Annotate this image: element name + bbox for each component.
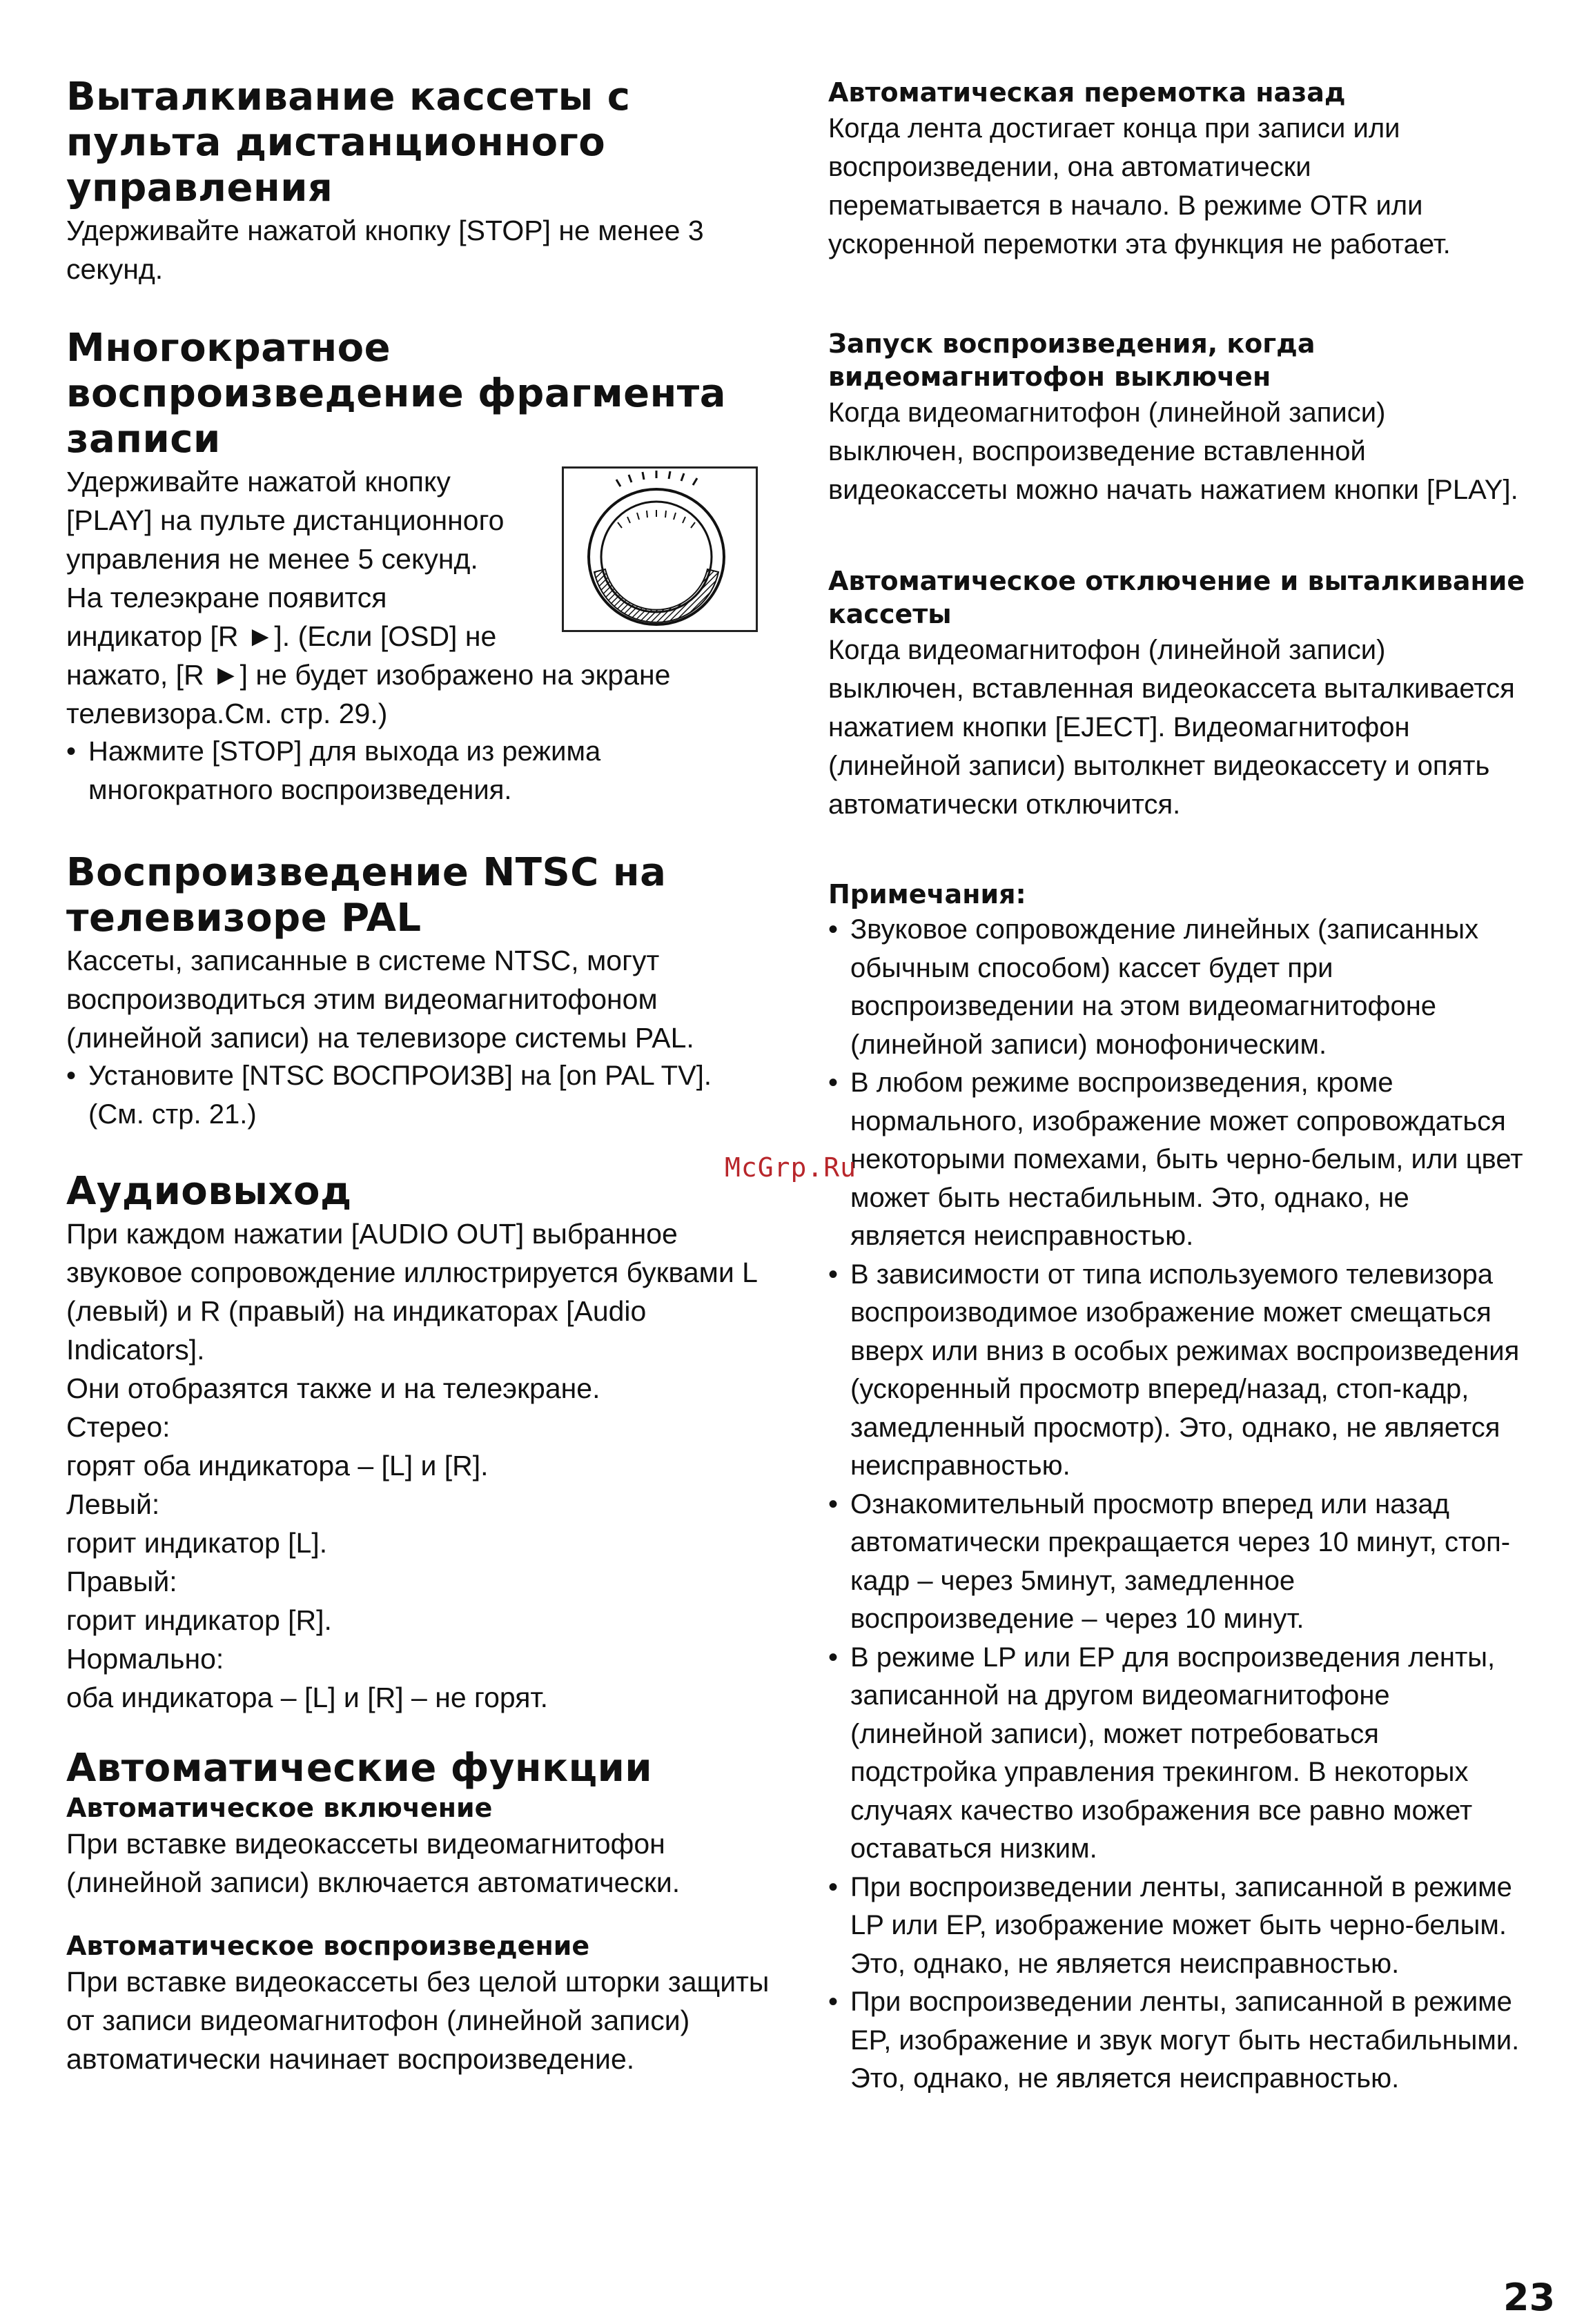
list-item (828, 1064, 1525, 1256)
text-auto-rewind: Когда лента достигает конца при записи или воспроизведении, она автоматически перематывается в начало. В режиме OTR или ускоренной перемотки эта функция не работает. (828, 113, 1451, 259)
bullet-dot: • (66, 736, 77, 767)
page-number: 23 (1503, 2276, 1556, 2319)
text-audio-also: Они отобразятся также и на телеэкране. (66, 1372, 600, 1404)
bullet-dot: • (828, 1488, 839, 1519)
text-auto-on: При вставке видеокассеты видеомагнитофон (линейной записи) включается автоматически. (66, 1828, 681, 1898)
section-auto-rewind (828, 76, 1525, 264)
text-repeat-line4: На телеэкране появится (66, 582, 387, 613)
text-repeat-line1: Удерживайте нажатой кнопку (66, 466, 451, 498)
note-text: В зависимости от типа используемого телевизора воспроизводимое изображение может смещаться вверх или вниз в особых режимах воспроизведения (ускоренный просмотр вперед/назад, стоп-кадр, замедленный просмотр). Это, однако, не является неисправностью. (850, 1259, 1520, 1481)
value-right: горит индикатор [R]. (66, 1604, 332, 1636)
bullet-dot: • (828, 1987, 839, 2017)
text-repeat-line2: [PLAY] на пульте дистанционного (66, 504, 505, 536)
list-item (828, 1256, 1525, 1486)
section-eject-remote (66, 75, 770, 288)
note-text: Ознакомительный просмотр вперед или назад автоматически прекращается через 10 минут, стоп-кадр – через 5минут, замедленное воспроизведение – через 10 минут. (850, 1488, 1511, 1634)
subheading-auto-play: Автоматическое воспроизведение (66, 1931, 590, 1961)
text-play-when-off: Когда видеомагнитофон (линейной записи) выключен, воспроизведение вставленной видеокассеты можно начать нажатием кнопки [PLAY]. (828, 397, 1518, 505)
bullet-dot: • (66, 1061, 77, 1091)
list-item (828, 1869, 1525, 1984)
notes-list (828, 911, 1525, 2098)
list-item (66, 733, 770, 809)
bullet-text: Нажмите [STOP] для выхода из режима многократного воспроизведения. (88, 736, 601, 805)
list-item (66, 1057, 770, 1134)
note-text: Звуковое сопровождение линейных (записанных обычным способом) кассет будет при воспроизведении на этом видеомагнитофоне (линейной записи) монофоническим. (850, 914, 1479, 1060)
heading-auto-functions: Автоматические функции (66, 1746, 653, 1791)
label-stereo: Стерео: (66, 1411, 170, 1443)
heading-eject-remote: Выталкивание кассеты с пульта дистанционного управления (66, 75, 631, 210)
label-normal: Нормально: (66, 1643, 224, 1675)
subheading-play-when-off: Запуск воспроизведения, когда видеомагнитофон выключен (828, 328, 1315, 392)
list-item (828, 1639, 1525, 1869)
ntsc-bullets (66, 1057, 770, 1134)
note-text: При воспроизведении ленты, записанной в режиме EP, изображение и звук могут быть нестабильными. Это, однако, не является неисправностью. (850, 1987, 1520, 2094)
section-auto-functions (66, 1746, 770, 2078)
label-right: Правый: (66, 1566, 177, 1597)
heading-repeat-play: Многократное воспроизведение фрагмента записи (66, 326, 727, 462)
text-eject-remote: Удерживайте нажатой кнопку [STOP] не менее 3 секунд. (66, 215, 704, 285)
notes-title: Примечания: (828, 879, 1026, 909)
text-repeat-line6: нажато, [R ►] не будет изображено на экране телевизора.См. стр. 29.) (66, 659, 671, 729)
value-left: горит индикатор [L]. (66, 1527, 328, 1559)
section-auto-off-eject (828, 564, 1525, 824)
text-repeat-line3: управления не менее 5 секунд. (66, 543, 478, 575)
note-text: В режиме LP или EP для воспроизведения ленты, записанной на другом видеомагнитофоне (линейной записи), может потребоваться подстройка управления трекингом. В некоторых случаях качество изображения все равно может оставаться низким. (850, 1642, 1496, 1864)
text-ntsc-pal: Кассеты, записанные в системе NTSC, могут воспроизводиться этим видеомагнитофоном (линейной записи) на телевизоре системы PAL. (66, 945, 694, 1054)
value-normal: оба индикатора – [L] и [R] – не горят. (66, 1682, 549, 1713)
jog-dial-icon (564, 469, 756, 630)
section-ntsc-pal (66, 850, 770, 1134)
note-text: При воспроизведении ленты, записанной в режиме LP или EP, изображение может быть черно-белым. Это, однако, не является неисправностью. (850, 1871, 1512, 1979)
value-stereo: горят оба индикатора – [L] и [R]. (66, 1450, 489, 1481)
note-text: В любом режиме воспроизведения, кроме нормального, изображение может сопровождаться некоторыми помехами, быть черно-белым, или цвет может быть нестабильным. Это, однако, не является неисправностью. (850, 1067, 1523, 1251)
subheading-auto-rewind: Автоматическая перемотка назад (828, 77, 1346, 108)
text-auto-play: При вставке видеокассеты без целой шторки защиты от записи видеомагнитофон (линейной записи) автоматически начинает воспроизведение. (66, 1966, 770, 2075)
text-audio-out: При каждом нажатии [AUDIO OUT] выбранное звуковое сопровождение иллюстрируется буквами L (левый) и R (правый) на индикаторах [Audio Indicators]. (66, 1218, 757, 1366)
bullet-dot: • (828, 1642, 839, 1673)
list-item (828, 1983, 1525, 2098)
subheading-auto-off-eject: Автоматическое отключение и выталкивание кассеты (828, 566, 1525, 629)
bullet-dot: • (828, 1259, 839, 1290)
jog-dial-illustration (562, 466, 758, 632)
heading-audio-out: Аудиовыход (66, 1169, 352, 1214)
bullet-dot: • (828, 914, 839, 945)
list-item (828, 1486, 1525, 1639)
list-item (828, 911, 1525, 1064)
section-play-when-off (828, 327, 1525, 509)
heading-ntsc-pal: Воспроизведение NTSC на телевизоре PAL (66, 850, 667, 941)
text-repeat-line5: индикатор [R ►]. (Если [OSD] не (66, 620, 497, 652)
label-left: Левый: (66, 1488, 160, 1520)
section-notes (828, 878, 1525, 2098)
watermark: McGrp.Ru (725, 1152, 857, 1183)
section-audio-out (66, 1169, 770, 1717)
subheading-auto-on: Автоматическое включение (66, 1793, 493, 1823)
text-auto-off-eject: Когда видеомагнитофон (линейной записи) выключен, вставленная видеокассета выталкивается нажатием кнопки [EJECT]. Видеомагнитофон (линейной записи) вытолкнет видеокассету и опять автоматически отключится. (828, 635, 1515, 820)
bullet-text: Установите [NTSC ВОСПРОИЗВ] на [on PAL TV]. (См. стр. 21.) (88, 1061, 712, 1130)
bullet-dot: • (828, 1067, 839, 1098)
bullet-dot: • (828, 1871, 839, 1902)
repeat-bullets (66, 733, 770, 809)
